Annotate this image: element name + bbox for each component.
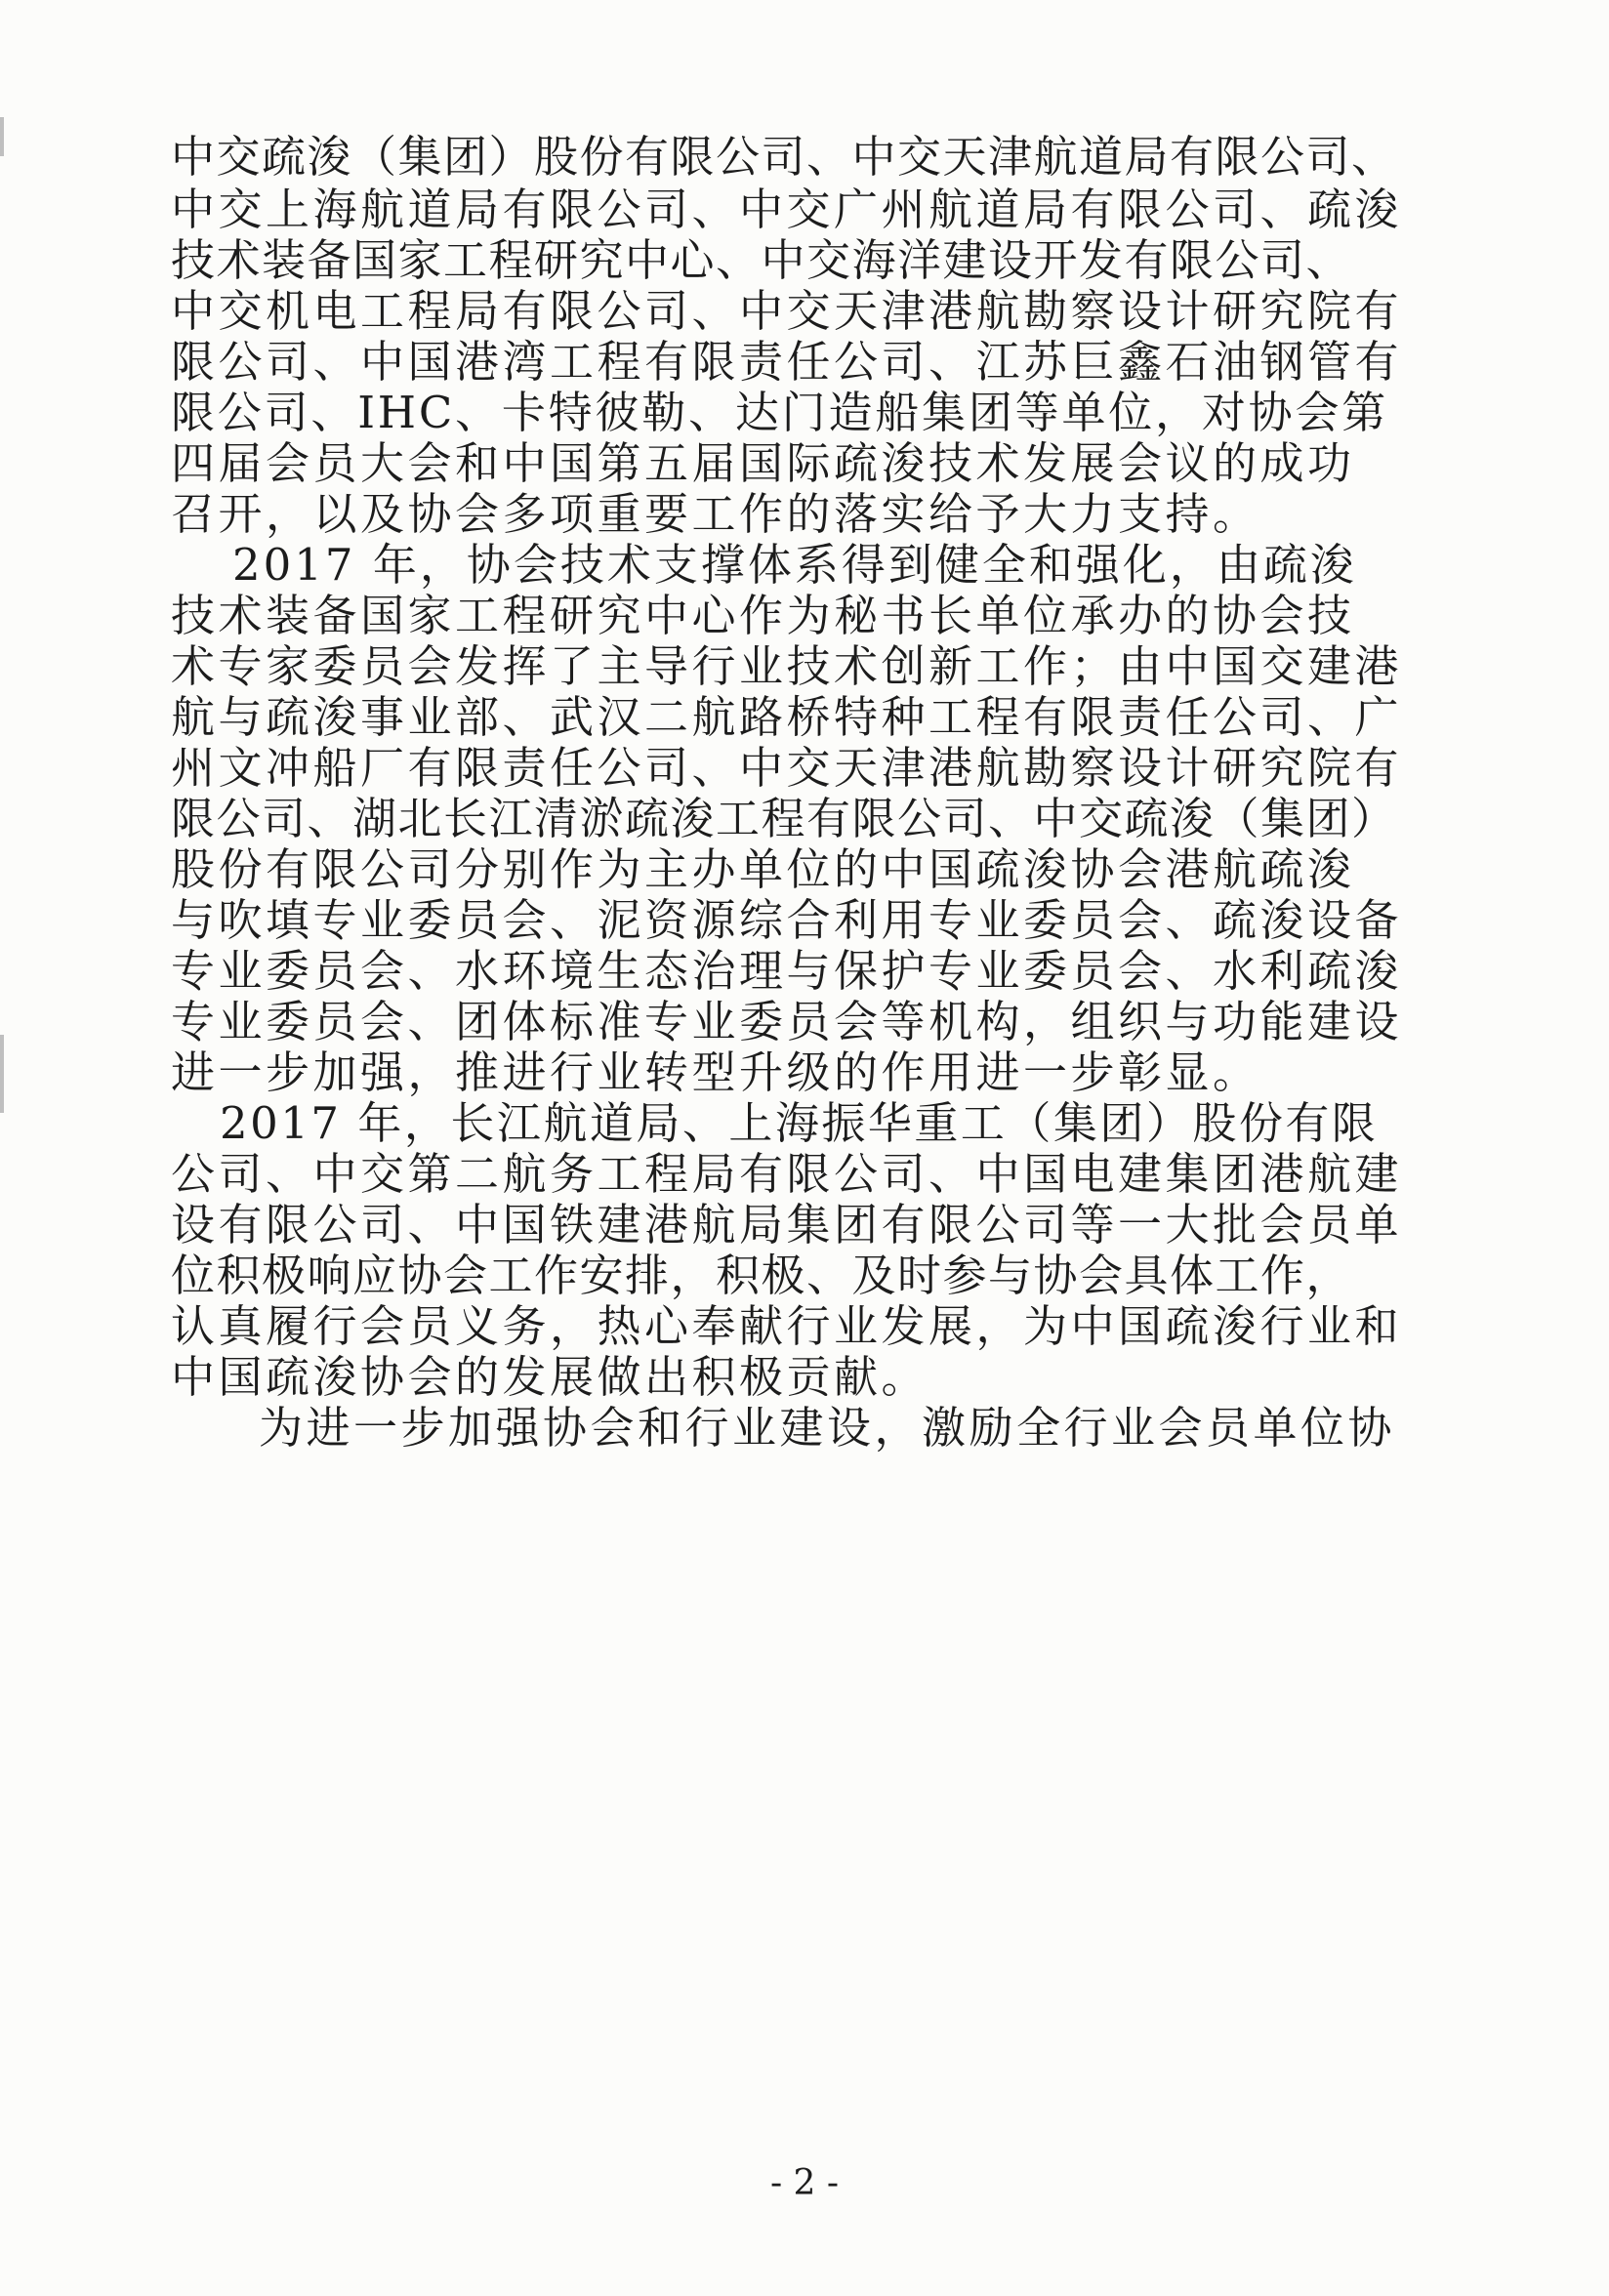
text-line-7: 四届会员大会和中国第五届国际疏浚技术发展会议的成功 (171, 437, 1355, 489)
text-line-19: 进一步加强，推进行业转型升级的作用进一步彰显。 (171, 1046, 1260, 1098)
text-line-17: 专业委员会、水环境生态治理与保护专业委员会、水利疏浚 (171, 945, 1403, 997)
text-line-11: 术专家委员会发挥了主导行业技术创新工作；由中国交建港 (171, 640, 1403, 692)
text-line-25: 中国疏浚协会的发展做出积极贡献。 (171, 1351, 929, 1403)
scan-edge-mark (0, 1035, 4, 1113)
text-line-18: 专业委员会、团体标准专业委员会等机构，组织与功能建设 (171, 996, 1403, 1047)
text-line-3: 技术装备国家工程研究中心、中交海洋建设开发有限公司、 (171, 234, 1352, 286)
text-line-16: 与吹填专业委员会、泥资源综合利用专业委员会、疏浚设备 (171, 894, 1403, 946)
text-line-23: 位积极响应协会工作安排，积极、及时参与协会具体工作， (171, 1250, 1352, 1301)
text-line-12: 航与疏浚事业部、武汉二航路桥特种工程有限责任公司、广 (171, 691, 1403, 743)
text-line-20: 2017 年，长江航道局、上海振华重工（集团）股份有限 (220, 1097, 1379, 1149)
text-line-8: 召开，以及协会多项重要工作的落实给予大力支持。 (171, 488, 1260, 540)
text-line-26: 为进一步加强协会和行业建设，激励全行业会员单位协 (259, 1402, 1396, 1454)
text-line-22: 设有限公司、中国铁建港航局集团有限公司等一大批会员单 (171, 1199, 1403, 1250)
page-number: - 2 - (769, 2163, 840, 2203)
text-line-2: 中交上海航道局有限公司、中交广州航道局有限公司、疏浚 (171, 184, 1403, 235)
text-line-10: 技术装备国家工程研究中心作为秘书长单位承办的协会技 (171, 590, 1355, 641)
text-line-9: 2017 年，协会技术支撑体系得到健全和强化，由疏浚 (232, 539, 1357, 591)
scan-edge-mark (0, 117, 4, 156)
text-line-4: 中交机电工程局有限公司、中交天津港航勘察设计研究院有 (171, 285, 1403, 337)
text-line-6: 限公司、IHC、卡特彼勒、达门造船集团等单位，对协会第 (171, 387, 1389, 438)
text-line-21: 公司、中交第二航务工程局有限公司、中国电建集团港航建 (171, 1148, 1403, 1200)
text-line-14: 限公司、湖北长江清淤疏浚工程有限公司、中交疏浚（集团） (171, 793, 1397, 844)
text-line-5: 限公司、中国港湾工程有限责任公司、江苏巨鑫石油钢管有 (171, 336, 1403, 388)
text-line-13: 州文冲船厂有限责任公司、中交天津港航勘察设计研究院有 (171, 742, 1403, 794)
text-line-15: 股份有限公司分别作为主办单位的中国疏浚协会港航疏浚 (171, 843, 1355, 895)
text-line-1: 中交疏浚（集团）股份有限公司、中交天津航道局有限公司、 (171, 131, 1397, 183)
text-line-24: 认真履行会员义务，热心奉献行业发展，为中国疏浚行业和 (171, 1300, 1403, 1352)
